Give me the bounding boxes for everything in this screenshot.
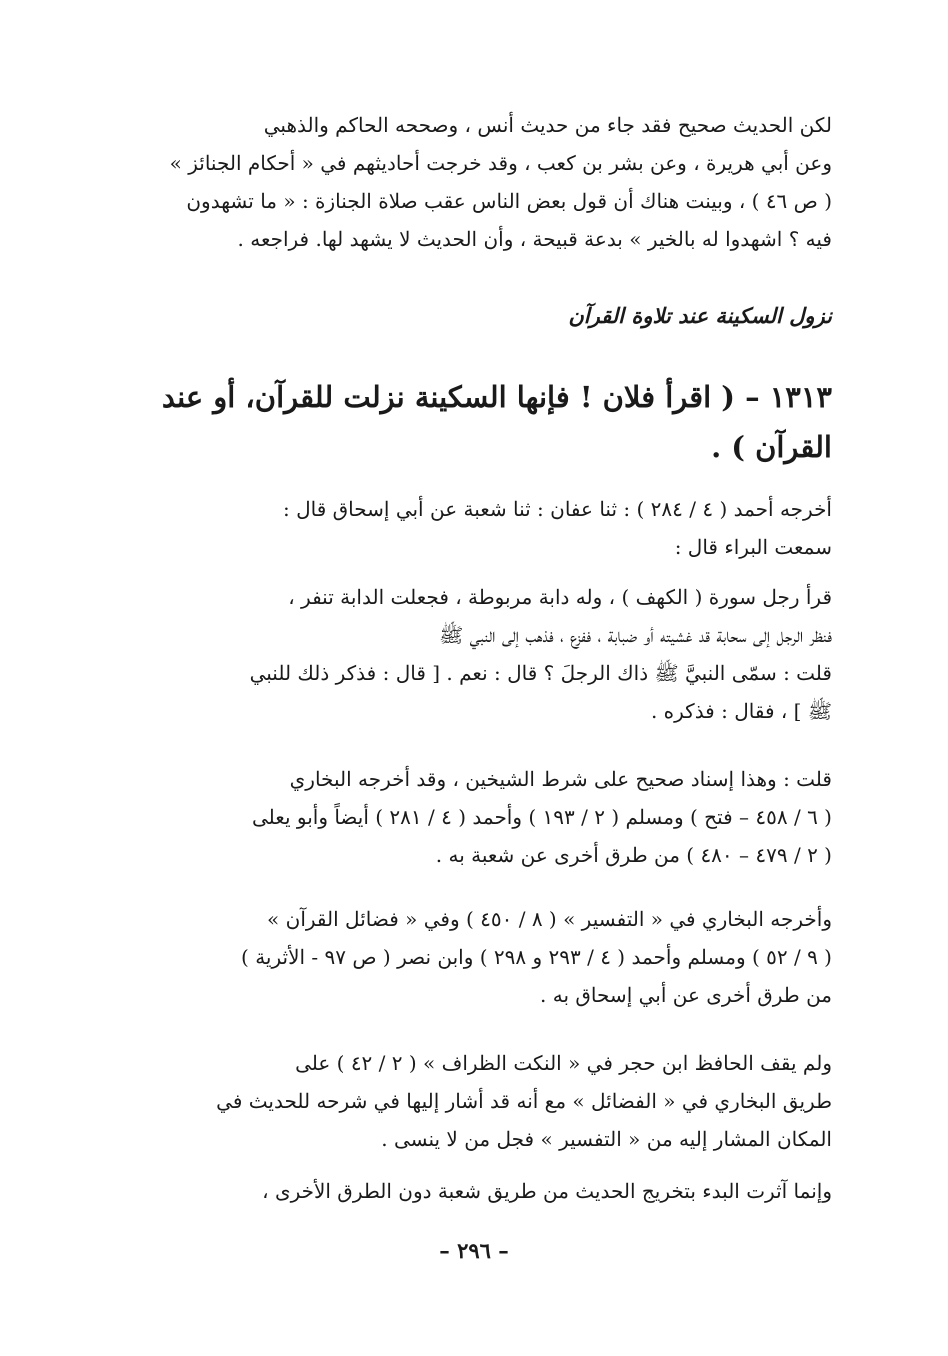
paragraph-intro (114, 106, 832, 258)
hadith-line: ١٣١٣ – ( اقرأ فلان ! فإنها السكينة نزلت للقرآن، أو عند (161, 380, 832, 414)
text-line: قرأ رجل سورة ( الكهف ) ، وله دابة مربوطة ، فجعلت الدابة تنفر ، (288, 585, 832, 609)
text-line: ( ص ٤٦ ) ، وبينت هناك أن قول بعض الناس عقب صلاة الجنازة : « ما تشهدون (186, 189, 832, 213)
text-line: ولم يقف الحافظ ابن حجر في « النكت الظراف » ( ٢ / ٤٢ ) على (295, 1051, 832, 1075)
paragraph-takhrij (114, 490, 832, 566)
section-heading (114, 296, 832, 336)
paragraph-story (114, 578, 832, 730)
text-line: من طرق أخرى عن أبي إسحاق به . (540, 983, 832, 1007)
text-line: ( ٩ / ٥٢ ) ومسلم وأحمد ( ٤ / ٢٩٣ و ٢٩٨ ) وابن نصر ( ص ٩٧ - الأثرية ) (241, 945, 832, 969)
paragraph-isnad (114, 760, 832, 874)
text-line: فيه ؟ اشهدوا له بالخير » بدعة قبيحة ، وأن الحديث لا يشهد لها. فراجعه . (237, 227, 832, 251)
page-number: – ٢٩٦ – (439, 1238, 509, 1263)
heading-text: نزول السكينة عند تلاوة القرآن (568, 303, 832, 328)
hadith-line: القرآن ) . (711, 430, 832, 464)
text-line: طريق البخاري في « الفضائل » مع أنه قد أشار إليها في شرحه للحديث في (216, 1089, 832, 1113)
paragraph-bukhari (114, 900, 832, 1014)
text-line: وأخرجه البخاري في « التفسير » ( ٨ / ٤٥٠ ) وفي « فضائل القرآن » (267, 907, 832, 931)
text-line: المكان المشار إليه من « التفسير » فجل من لا ينسى . (381, 1127, 832, 1151)
text-line: لكن الحديث صحيح فقد جاء من حديث أنس ، وصححه الحاكم والذهبي (263, 113, 832, 137)
hadith-text (114, 372, 832, 472)
paragraph-closing (114, 1172, 832, 1210)
paragraph-hafiz (114, 1044, 832, 1158)
text-line: قلت : وهذا إسناد صحيح على شرط الشيخين ، وقد أخرجه البخاري (289, 767, 832, 791)
text-line: أخرجه أحمد ( ٤ / ٢٨٤ ) : ثنا عفان : ثنا شعبة عن أبي إسحاق قال : (282, 497, 832, 521)
text-line: قلت : سمّى النبيَّ ﷺ ذاك الرجلَ ؟ قال : نعم . [ قال : فذكر ذلك للنبي (249, 661, 832, 685)
text-line: سمعت البراء قال : (674, 535, 832, 559)
text-line: وإنما آثرت البدء بتخريج الحديث من طريق شعبة دون الطرق الأخرى ، (262, 1179, 832, 1203)
text-line: ( ٦ / ٤٥٨ – فتح ) ومسلم ( ٢ / ١٩٣ ) وأحمد ( ٤ / ٢٨١ ) أيضاً وأبو يعلى (252, 805, 832, 829)
text-line: وعن أبي هريرة ، وعن بشر بن كعب ، وقد خرجت أحاديثهم في « أحكام الجنائز » (169, 151, 832, 175)
text-line: ﷺ ] ، فقال : فذكره . (650, 699, 832, 723)
text-line: فنظر الرجل إلى سحابة قد غشيته أو ضبابة ، ففزع ، فذهب إلى النبي ﷺ (439, 623, 832, 647)
text-line: ( ٢ / ٤٧٩ – ٤٨٠ ) من طرق أخرى عن شعبة به . (435, 843, 832, 867)
